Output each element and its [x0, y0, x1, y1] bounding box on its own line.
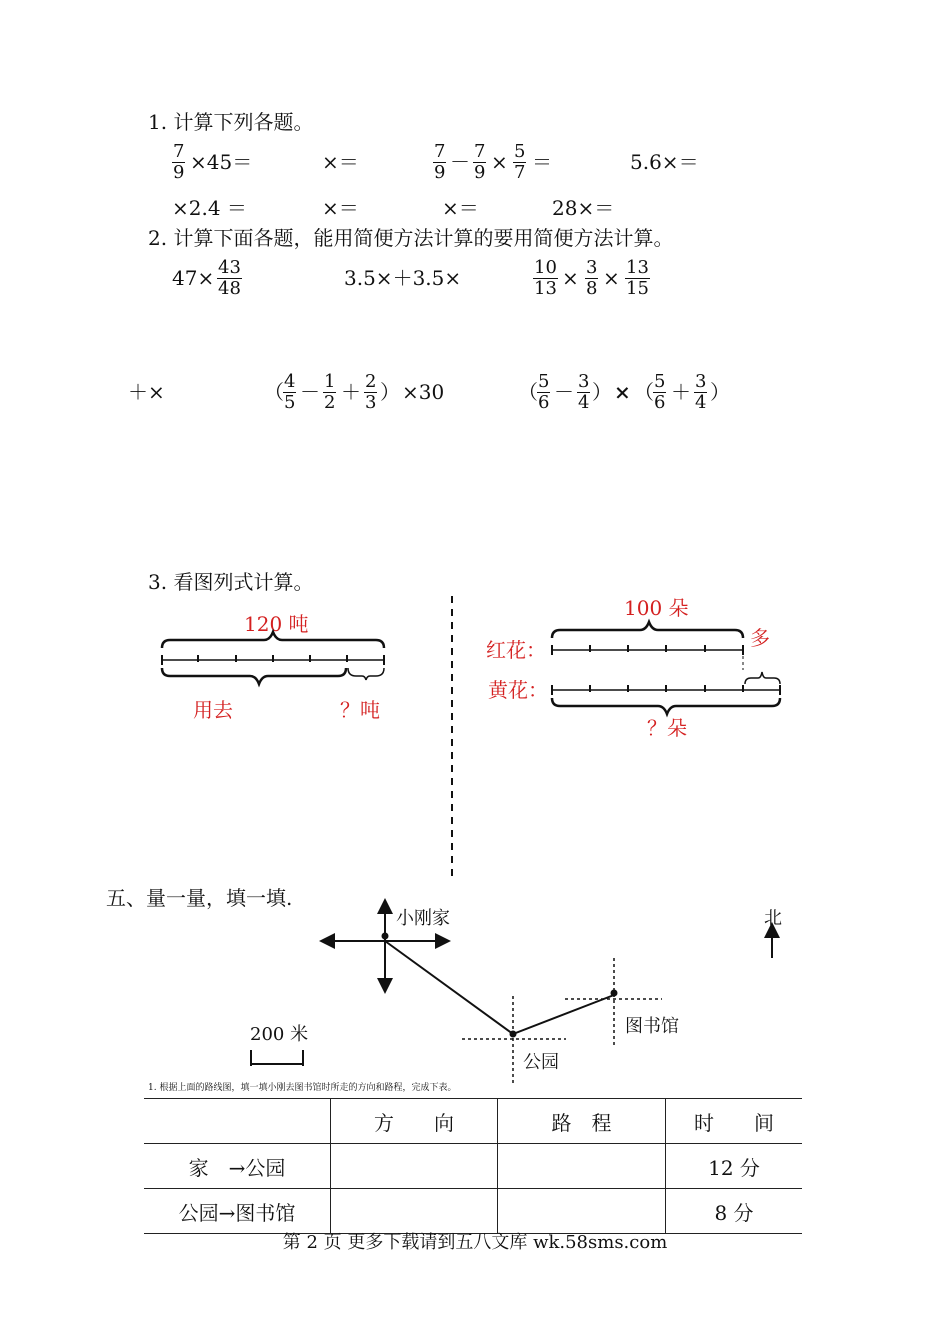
fraction: $\frac{5}{6}$: [654, 371, 666, 413]
table-header-cell: 时 间: [666, 1099, 803, 1144]
operator: ＋: [671, 380, 691, 404]
q2-title: 2. 计算下面各题，能用简便方法计算的要用简便方法计算。: [148, 226, 674, 250]
operator: －: [450, 150, 470, 174]
scale-bar: [251, 1050, 303, 1066]
operator: －: [300, 380, 320, 404]
operator: ×: [614, 380, 631, 404]
table-cell: 家 →公园: [144, 1144, 331, 1189]
library-label: 图书馆: [625, 1016, 679, 1037]
q1-r1-b-expr: ×＝: [322, 150, 359, 174]
q1-r2-d-expr: 28×＝: [552, 196, 615, 220]
question-label: ？朵: [647, 716, 687, 740]
table-cell[interactable]: [331, 1189, 498, 1234]
route-path: [385, 941, 614, 1034]
paren: （: [264, 380, 284, 404]
q1-title: 1. 计算下列各题。: [148, 110, 314, 134]
fraction: $\frac{10}{13}$: [534, 257, 557, 299]
operator: ×: [562, 266, 579, 290]
red-flower-label: 红花：: [486, 638, 546, 662]
route-table: [144, 1098, 802, 1234]
q5-note: 1. 根据上面的路线图，填一填小刚去图书馆时所走的方向和路程，完成下表。: [148, 1083, 457, 1093]
home-dot: [382, 933, 389, 940]
table-row: [144, 1144, 802, 1189]
home-label: 小刚家: [396, 908, 450, 929]
right-total-label: 100 朵: [624, 596, 689, 620]
fraction: $\frac{3}{8}$: [586, 257, 598, 299]
paren: （: [518, 380, 538, 404]
table-row: [144, 1189, 802, 1234]
fraction: $\frac{3}{4}$: [695, 371, 707, 413]
fraction: $\frac{5}{6}$: [538, 371, 550, 413]
q3-title: 3. 看图列式计算。: [148, 570, 314, 594]
table-cell[interactable]: [498, 1144, 666, 1189]
fraction: $\frac{3}{4}$: [578, 371, 590, 413]
q2-r1-b-expr: 3.5×＋3.5×: [344, 266, 462, 290]
park-dot: [510, 1031, 517, 1038]
fraction: $\frac{5}{7}$: [514, 141, 526, 183]
fraction: $\frac{7}{9}$: [173, 141, 185, 183]
table-header-row: [144, 1099, 802, 1144]
table-cell[interactable]: [331, 1144, 498, 1189]
q1-r2-c-expr: ×＝: [442, 196, 479, 220]
fraction: $\frac{2}{3}$: [365, 371, 377, 413]
q1-r2-a-expr: ×2.4 ＝: [172, 196, 247, 220]
operator: ×: [491, 150, 508, 174]
q2-r2-a-expr: ＋×: [128, 380, 165, 404]
yellow-flower-label: 黄花：: [488, 678, 548, 702]
scale-label: 200 米: [250, 1024, 309, 1045]
fraction: $\frac{7}{9}$: [434, 141, 446, 183]
q5-title: 五、量一量，填一填.: [106, 886, 293, 910]
operator: －: [554, 380, 574, 404]
q1-r2-b-expr: ×＝: [322, 196, 359, 220]
q1-r1-a-expr: ×45＝: [190, 150, 253, 174]
fraction: $\frac{13}{15}$: [626, 257, 649, 299]
north-label: 北: [764, 908, 782, 929]
used-label: 用去: [193, 698, 233, 722]
paren: ）: [710, 380, 730, 404]
q2-r1-a-prefix: 47×: [172, 266, 215, 290]
left-total-label: 120 吨: [244, 612, 309, 636]
fraction: $\frac{43}{48}$: [218, 257, 241, 299]
table-header-cell: 路 程: [498, 1099, 666, 1144]
table-cell: 12 分: [666, 1144, 803, 1189]
library-dot: [611, 990, 618, 997]
more-label: 多: [750, 626, 770, 650]
paren: ）: [380, 380, 400, 404]
park-label: 公园: [523, 1052, 559, 1073]
table-header-cell: [144, 1099, 331, 1144]
q1-r1-d-expr: 5.6×＝: [630, 150, 699, 174]
q2-r2-b-tail: ×30: [402, 380, 445, 404]
table-header-cell: 方 向: [331, 1099, 498, 1144]
table-cell: 公园→图书馆: [144, 1189, 331, 1234]
table-cell[interactable]: [498, 1189, 666, 1234]
operator: ＝: [532, 150, 552, 174]
operator: ＋: [341, 380, 361, 404]
fraction: $\frac{1}{2}$: [324, 371, 336, 413]
fraction: $\frac{4}{5}$: [284, 371, 296, 413]
rest-label: ？吨: [340, 698, 380, 722]
table-cell: 8 分: [666, 1189, 803, 1234]
page-footer: 第 2 页 更多下载请到五八文库 wk.58sms.com: [282, 1232, 668, 1253]
fraction: $\frac{7}{9}$: [474, 141, 486, 183]
paren: ）: [592, 380, 612, 404]
paren: （: [634, 380, 654, 404]
operator: ×: [603, 266, 620, 290]
